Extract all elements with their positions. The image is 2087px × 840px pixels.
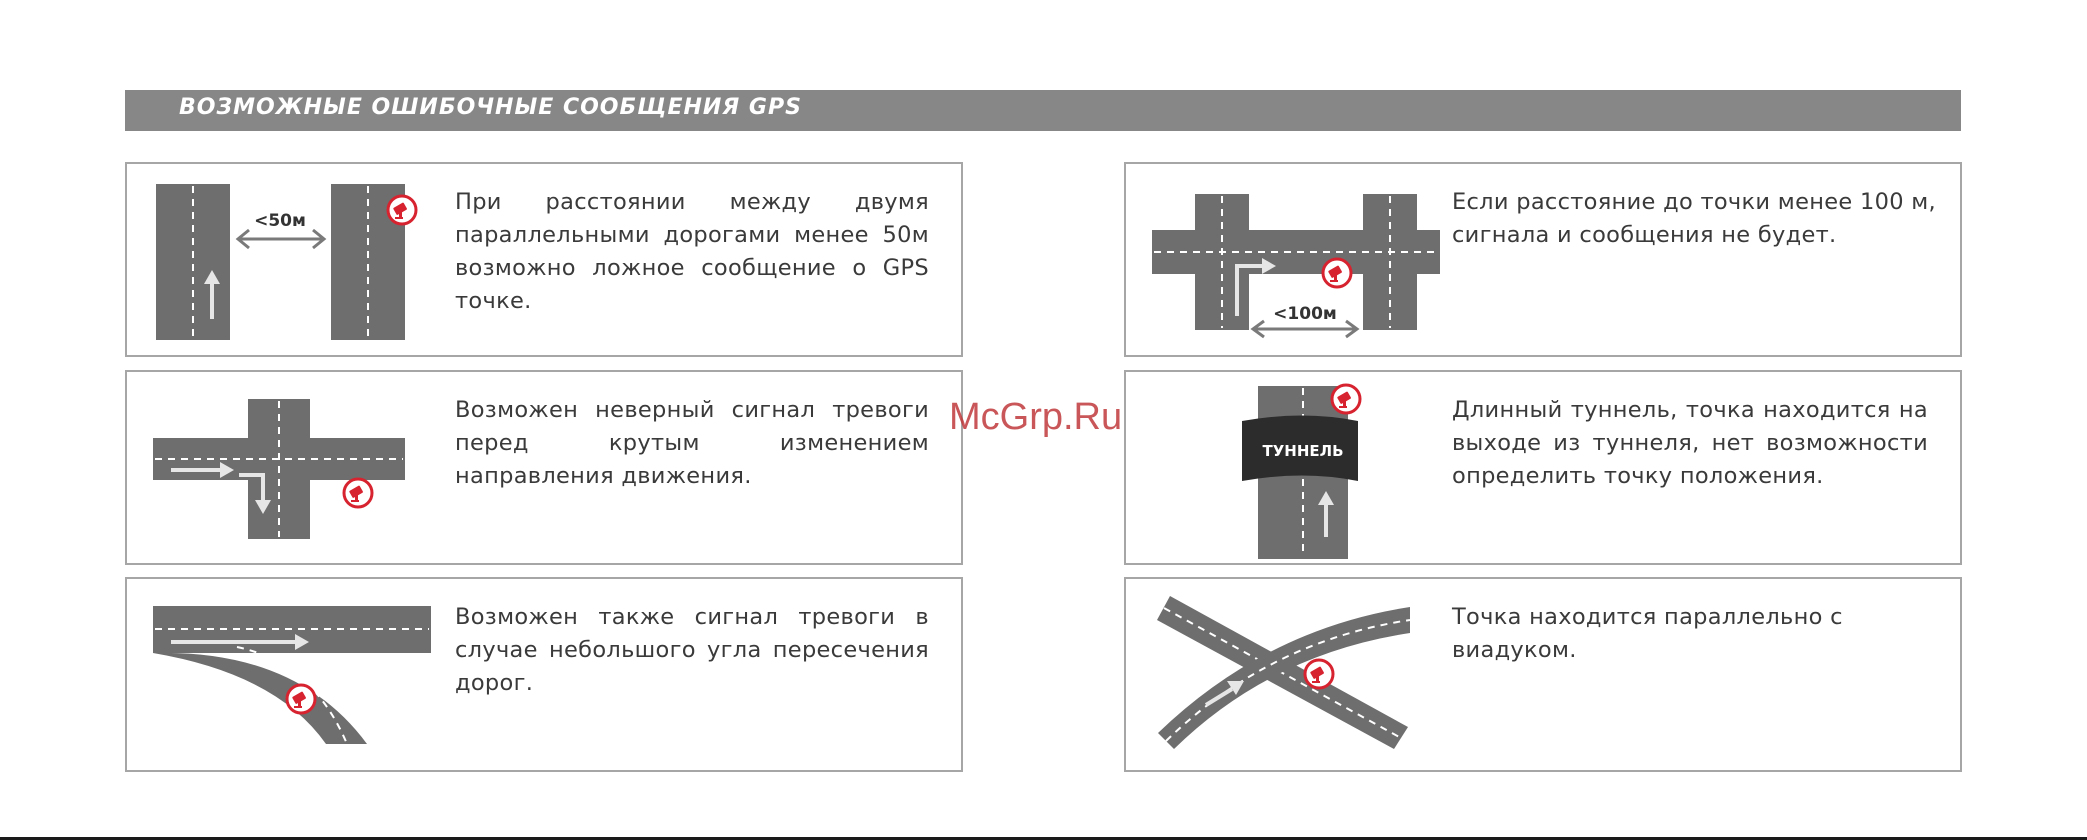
- card-small-angle: [125, 577, 963, 772]
- tunnel-label: ТУННЕЛЬ: [1262, 442, 1344, 460]
- watermark: McGrp.Ru: [949, 396, 1123, 438]
- card-text: При расстоянии между двумя параллельными дорогами менее 50м возможно ложное сообщение о GPS точке.: [455, 189, 929, 314]
- double-arrow-icon: [238, 230, 324, 248]
- card-distance-100: [1124, 162, 1962, 357]
- card-text: Возможен также сигнал тревоги в случае небольшого угла пересечения дорог.: [455, 604, 929, 696]
- distance-label: <50м: [254, 211, 306, 231]
- camera-icon: [287, 685, 315, 713]
- card-tunnel: [1124, 370, 1962, 565]
- section-header: [125, 90, 1961, 131]
- distance-label: <100м: [1273, 304, 1337, 324]
- card-text: Если расстояние до точки менее 100 м, сигнала и сообщения не будет.: [1452, 189, 1936, 248]
- card-text: Возможен неверный сигнал тревоги перед крутым изменением направления движения.: [455, 397, 929, 489]
- road-curve: [153, 653, 367, 744]
- section-title: ВОЗМОЖНЫЕ ОШИБОЧНЫЕ СООБЩЕНИЯ GPS: [179, 95, 802, 120]
- camera-icon: [344, 479, 372, 507]
- card-sharp-turn: [125, 370, 963, 565]
- card-parallel-roads: [125, 162, 963, 357]
- camera-icon: [1323, 259, 1351, 287]
- card-text: Длинный туннель, точка находится на выходе из туннеля, нет возможности определить точку положения.: [1452, 397, 1928, 489]
- camera-icon: [1332, 385, 1360, 413]
- card-text: Точка находится параллельно с виадуком.: [1452, 604, 1843, 663]
- camera-icon: [1305, 660, 1333, 688]
- card-overpass: [1124, 577, 1962, 772]
- camera-icon: [388, 196, 416, 224]
